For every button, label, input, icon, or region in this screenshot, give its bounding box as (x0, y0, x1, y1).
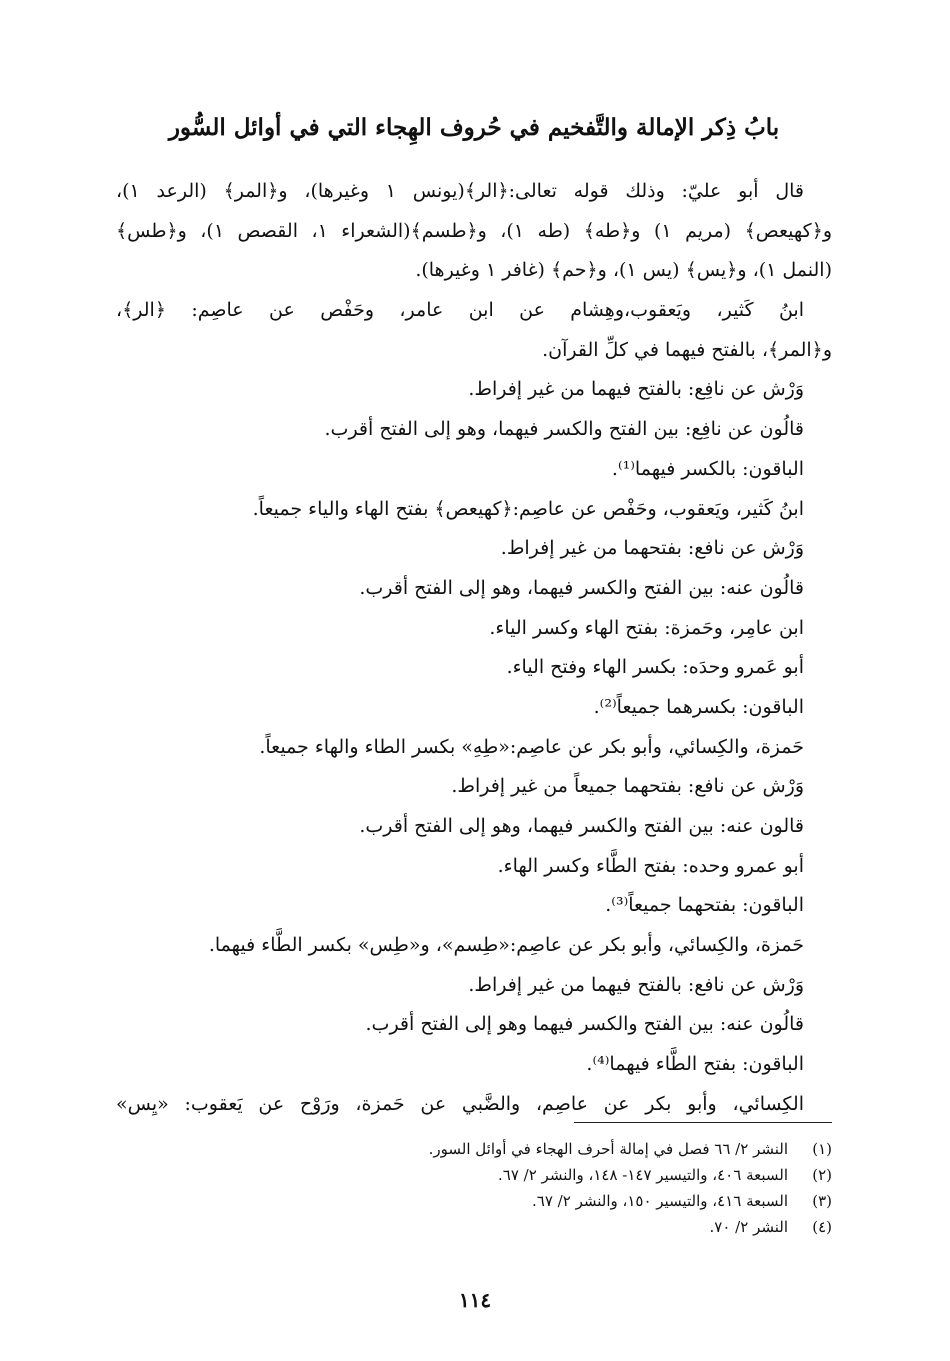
text-line: الكِسائي، وأبو بكر عن عاصِم، والضَّبي عن حَمزة، ورَوْح عن يَعقوب: «يِس» (116, 1092, 804, 1115)
text-line: وَرْش عن نافِع: بالفتح فيهما من غير إفراط. (468, 378, 804, 401)
footnote-text: النشر ٢/ ٧٠. (709, 1218, 788, 1236)
text-line: (النمل ١)، و﴿يس﴾ (يس ١)، و﴿حم﴾ (غافر ١ وغيرها). (415, 259, 832, 282)
footnote-separator (574, 1122, 832, 1123)
footnote-number: (٣) (812, 1192, 832, 1210)
footnote (116, 1162, 832, 1188)
text-line: ابنُ كَثير، ويَعقوب، وحَفْص عن عاصِم:﴿كهيعص﴾ بفتح الهاء والياء جميعاً. (252, 497, 804, 520)
text-line: أبو عمرو وحده: بفتح الطَّاء وكسر الهاء. (497, 854, 804, 877)
text-line: قالُون عنه: بين الفتح والكسر فيهما، وهو إلى الفتح أقرب. (359, 576, 804, 599)
text-line: الباقون: بالكسر فيهما⁽¹⁾. (611, 457, 804, 480)
text-line: الباقون: بفتح الطَّاء فيهما⁽⁴⁾. (586, 1053, 804, 1076)
text-line: وَرْش عن نافع: بالفتح فيهما من غير إفراط. (468, 973, 804, 996)
footnote-text: السبعة ٤١٦، والتيسير ١٥٠، والنشر ٢/ ٦٧. (532, 1192, 788, 1210)
text-line: و﴿المر﴾، بالفتح فيهما في كلِّ القرآن. (542, 338, 832, 361)
text-line: ابن عامِر، وحَمزة: بفتح الهاء وكسر الياء. (489, 616, 804, 639)
chapter-title: بابُ ذِكر الإمالة والتَّفخيم في حُروف الهِجاء التي في أوائل السُّور (168, 114, 780, 141)
footnote (116, 1188, 832, 1214)
page-number: ١١٤ (458, 1288, 492, 1312)
text-line: حَمزة، والكِسائي، وأبو بكر عن عاصِم:«طِهِ» بكسر الطاء والهاء جميعاً. (259, 735, 804, 758)
text-line: قالون عنه: بين الفتح والكسر فيهما، وهو إلى الفتح أقرب. (359, 815, 804, 837)
footnote-number: (٢) (812, 1166, 832, 1184)
footnote-number: (٤) (812, 1218, 832, 1236)
footnote-text: السبعة ٤٠٦، والتيسير ١٤٧- ١٤٨، والنشر ٢/ ٦٧. (497, 1166, 788, 1184)
text-line: الباقون: بكسرهما جميعاً⁽²⁾. (593, 695, 804, 718)
footnote-text: النشر ٢/ ٦٦ فصل في إمالة أحرف الهجاء في أوائل السور. (428, 1140, 788, 1158)
text-line: قال أبو عليّ: وذلك قوله تعالى:﴿الر﴾(يونس ١ وغيرها)، و﴿المر﴾ (الرعد ١)، (116, 180, 804, 202)
footnotes (116, 1136, 832, 1240)
footnote (116, 1214, 832, 1240)
text-line: و﴿كهيعص﴾ (مريم ١) و﴿طه﴾ (طه ١)، و﴿طسم﴾(الشعراء ١، القصص ١)، و﴿طس﴾ (116, 219, 832, 242)
text-line: الباقون: بفتحهما جميعاً⁽³⁾. (605, 894, 804, 917)
main-text (116, 172, 832, 1125)
text-line: قالُون عن نافِع: بين الفتح والكسر فيهما، وهو إلى الفتح أقرب. (324, 418, 804, 441)
footnote-number: (١) (812, 1140, 832, 1158)
text-line: وَرْش عن نافع: بفتحهما جميعاً من غير إفراط. (451, 775, 804, 798)
text-line: وَرْش عن نافع: بفتحهما من غير إفراط. (500, 537, 804, 560)
footnote (116, 1136, 832, 1162)
text-line: ابنُ كَثير، ويَعقوب،وهِشام عن ابن عامر، وحَفْص عن عاصِم: ﴿الر﴾، (116, 299, 804, 322)
text-line: أبو عَمرو وحدَه: بكسر الهاء وفتح الياء. (506, 656, 804, 679)
text-line: قالُون عنه: بين الفتح والكسر فيهما وهو إلى الفتح أقرب. (365, 1013, 804, 1036)
text-line: حَمزة، والكِسائي، وأبو بكر عن عاصِم:«طِسم»، و«طِس» بكسر الطَّاء فيهما. (208, 934, 804, 957)
